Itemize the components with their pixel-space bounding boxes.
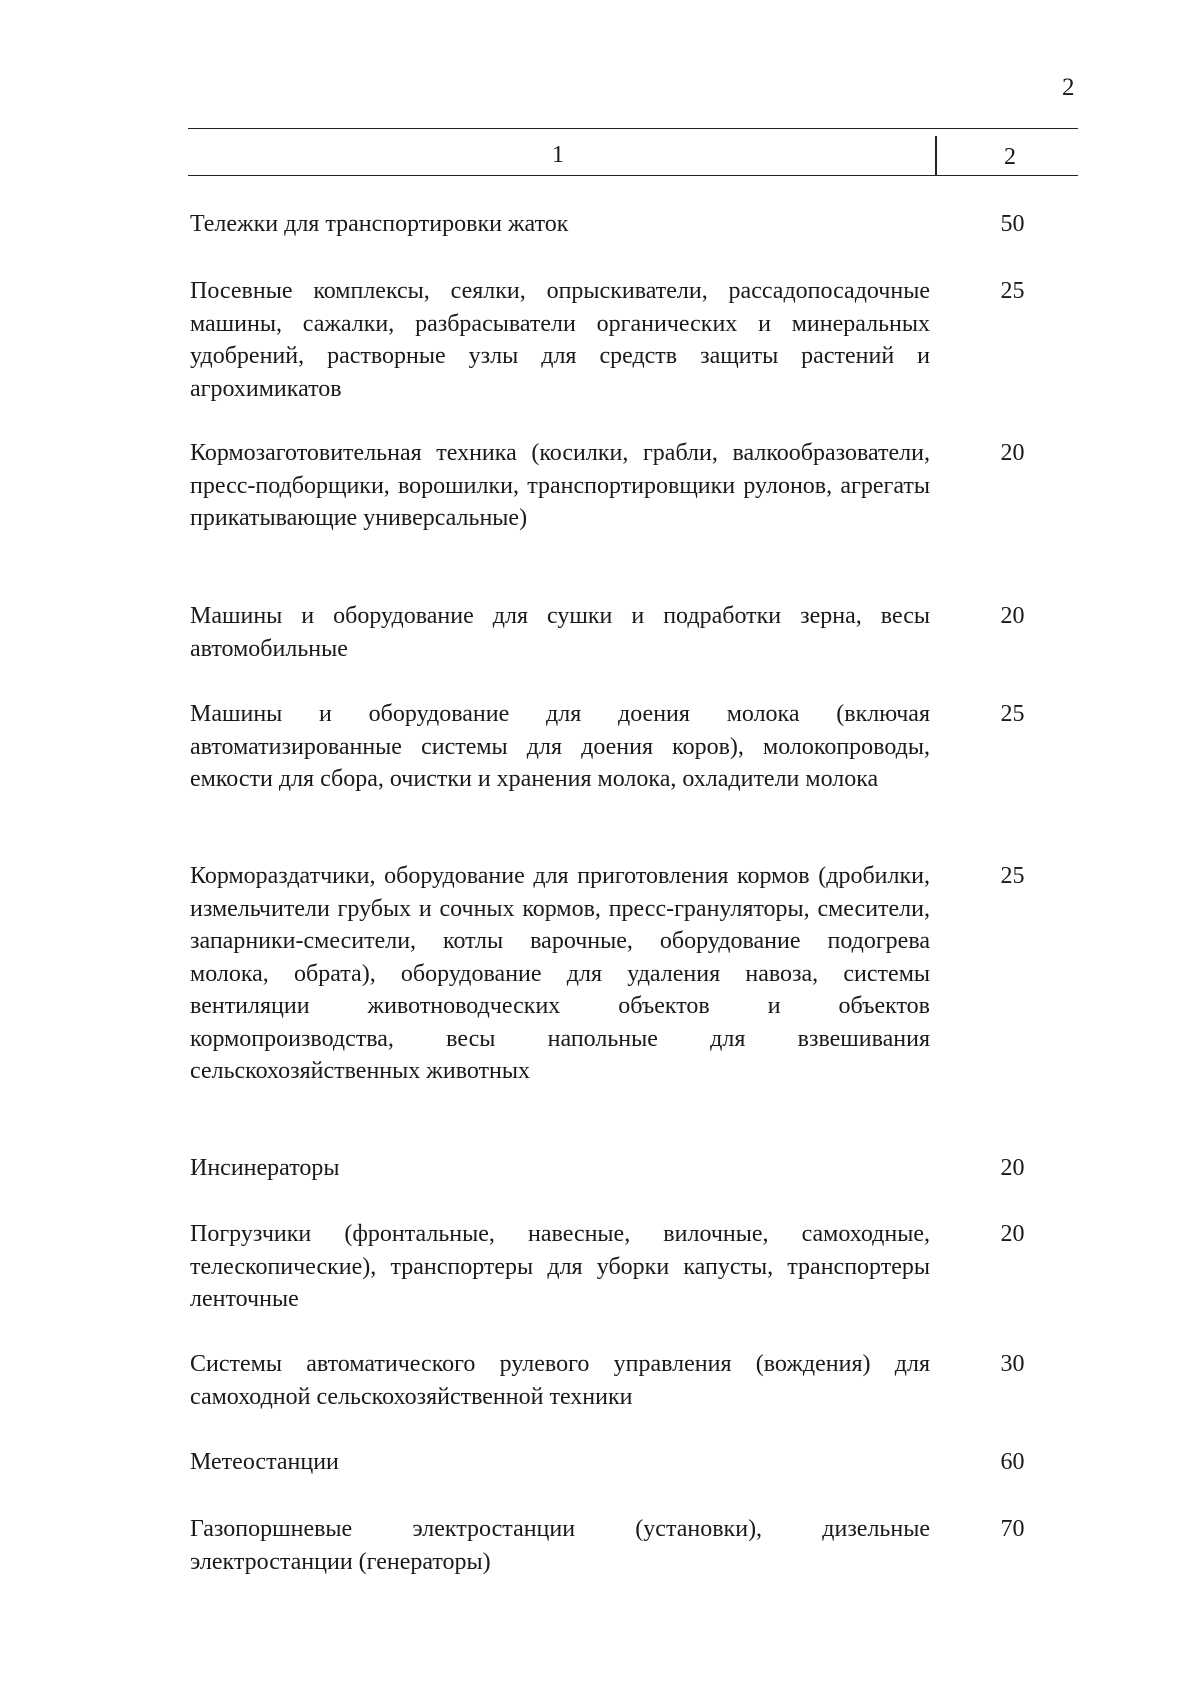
row-value: 25 bbox=[1000, 863, 1025, 889]
header-col2-label: 2 bbox=[1004, 144, 1016, 170]
row-value: 70 bbox=[1000, 1516, 1025, 1542]
row-value: 20 bbox=[1000, 1221, 1025, 1247]
row-description: Кормораздатчики, оборудование для приготовления кормов (дробилки, измельчители грубых и сочных кормов, пресс-грануляторы, смесители, запарники-смесители, котлы варочные, оборудование подогрева молока, обрата), оборудование для удаления навоза, системы вентиляции животноводческих объектов и объектов кормопроизводства, весы напольные для взвешивания сельскохозяйственных животных bbox=[190, 863, 930, 1084]
header-column-divider bbox=[935, 136, 937, 176]
page-number: 2 bbox=[1062, 74, 1075, 101]
row-value: 20 bbox=[1000, 1155, 1025, 1181]
row-description: Инсинераторы bbox=[190, 1155, 340, 1181]
row-value: 25 bbox=[1000, 278, 1025, 304]
header-col1-label: 1 bbox=[552, 142, 564, 168]
row-description: Машины и оборудование для доения молока (включая автоматизированные системы для доения коров), молокопроводы, емкости для сбора, очистки и хранения молока, охладители молока bbox=[190, 701, 930, 792]
row-description: Метеостанции bbox=[190, 1449, 339, 1475]
row-description: Системы автоматического рулевого управления (вождения) для самоходной сельскохозяйственной техники bbox=[190, 1351, 930, 1410]
row-value: 20 bbox=[1000, 440, 1025, 466]
header-top-rule bbox=[188, 128, 1078, 129]
row-value: 20 bbox=[1000, 603, 1025, 629]
row-description: Кормозаготовительная техника (косилки, грабли, валкообразователи, пресс-подборщики, ворошилки, транспортировщики рулонов, агрегаты прикатывающие универсальные) bbox=[190, 440, 930, 531]
header-bottom-rule bbox=[188, 175, 1078, 176]
row-description: Газопоршневые электростанции (установки), дизельные электростанции (генераторы) bbox=[190, 1516, 930, 1575]
row-value: 60 bbox=[1000, 1449, 1025, 1475]
row-description: Посевные комплексы, сеялки, опрыскиватели, рассадопосадочные машины, сажалки, разбрасыватели органических и минеральных удобрений, растворные узлы для средств защиты растений и агрохимикатов bbox=[190, 278, 930, 402]
row-description: Машины и оборудование для сушки и подработки зерна, весы автомобильные bbox=[190, 603, 930, 662]
row-value: 30 bbox=[1000, 1351, 1025, 1377]
row-value: 25 bbox=[1000, 701, 1025, 727]
row-description: Погрузчики (фронтальные, навесные, вилочные, самоходные, телескопические), транспортеры для уборки капусты, транспортеры ленточные bbox=[190, 1221, 930, 1312]
row-description: Тележки для транспортировки жаток bbox=[190, 211, 569, 237]
row-value: 50 bbox=[1000, 211, 1025, 237]
